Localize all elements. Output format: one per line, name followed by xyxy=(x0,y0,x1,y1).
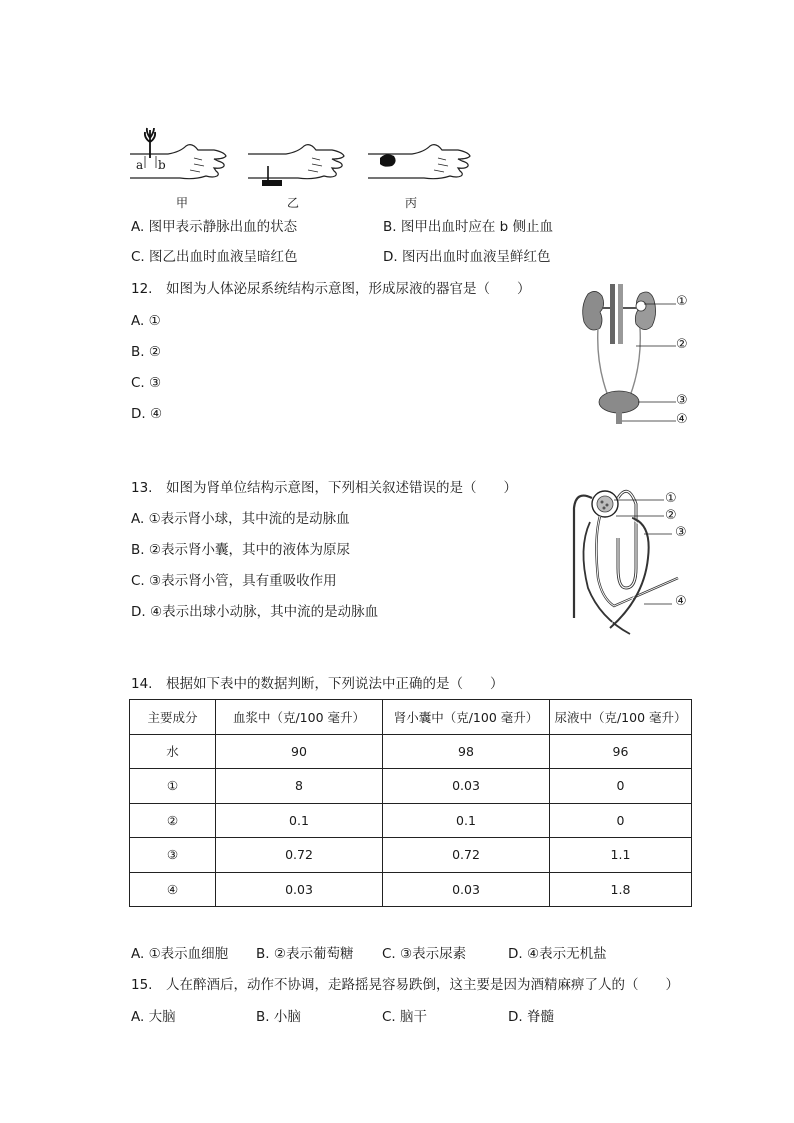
q12-fig-label-3: ③ xyxy=(676,393,688,408)
table-cell: 0.03 xyxy=(383,769,550,804)
q13-option-d[interactable]: D. ④表示出球小动脉，其中流的是动脉血 xyxy=(131,604,379,620)
q12-fig-label-2: ② xyxy=(676,337,688,352)
q14-option-c[interactable]: C. ③表示尿素 xyxy=(382,946,467,962)
table-cell: 98 xyxy=(383,734,550,769)
table-cell: ② xyxy=(130,803,216,838)
q13-fig-label-3: ③ xyxy=(675,525,687,540)
table-row xyxy=(130,838,692,873)
table-header-cell: 尿液中（克/100 毫升） xyxy=(550,700,692,735)
table-row xyxy=(130,769,692,804)
fig-label-yi: 乙 xyxy=(287,196,300,210)
hand-mark-b: b xyxy=(158,158,166,172)
q15-option-c[interactable]: C. 脑干 xyxy=(382,1009,428,1025)
table-cell: ① xyxy=(130,769,216,804)
q12-fig-label-4: ④ xyxy=(676,412,688,427)
q15-stem: 15. 人在醉酒后，动作不协调，走路摇晃容易跌倒，这主要是因为酒精麻痹了人的（ ） xyxy=(131,977,679,993)
table-header-cell: 肾小囊中（克/100 毫升） xyxy=(383,700,550,735)
table-cell: 0.72 xyxy=(216,838,383,873)
fig-label-jia: 甲 xyxy=(176,196,189,210)
q13-fig-label-2: ② xyxy=(665,508,677,523)
q11-option-d[interactable]: D. 图丙出血时血液呈鲜红色 xyxy=(383,249,551,265)
q14-option-b[interactable]: B. ②表示葡萄糖 xyxy=(256,946,354,962)
q15-option-a[interactable]: A. 大脑 xyxy=(131,1009,176,1025)
q12-fig-label-1: ① xyxy=(676,294,688,309)
q15-option-d[interactable]: D. 脊髓 xyxy=(508,1009,554,1025)
q11-option-c[interactable]: C. 图乙出血时血液呈暗红色 xyxy=(131,249,298,265)
table-row xyxy=(130,803,692,838)
table-cell: ④ xyxy=(130,872,216,907)
table-cell: 0.03 xyxy=(383,872,550,907)
q11-option-b[interactable]: B. 图甲出血时应在 b 侧止血 xyxy=(383,219,553,235)
table-row xyxy=(130,734,692,769)
q14-data-table xyxy=(129,699,692,907)
table-row xyxy=(130,872,692,907)
q14-stem: 14. 根据如下表中的数据判断，下列说法中正确的是（ ） xyxy=(131,676,504,692)
table-cell: 0.03 xyxy=(216,872,383,907)
table-cell: 0 xyxy=(550,769,692,804)
table-cell: 0.1 xyxy=(383,803,550,838)
q14-option-a[interactable]: A. ①表示血细胞 xyxy=(131,946,229,962)
table-cell: 0.72 xyxy=(383,838,550,873)
hand-mark-a: a xyxy=(136,158,144,172)
hand-figure-jia xyxy=(128,128,230,186)
table-header-cell: 血浆中（克/100 毫升） xyxy=(216,700,383,735)
fig-label-bing: 丙 xyxy=(405,196,418,210)
hand-figure-bing xyxy=(366,144,476,188)
table-cell: 0 xyxy=(550,803,692,838)
q12-option-c[interactable]: C. ③ xyxy=(131,375,162,391)
q12-option-b[interactable]: B. ② xyxy=(131,344,161,360)
q12-option-d[interactable]: D. ④ xyxy=(131,406,163,422)
table-cell: 96 xyxy=(550,734,692,769)
table-cell: 1.8 xyxy=(550,872,692,907)
table-cell: 1.1 xyxy=(550,838,692,873)
q11-option-a[interactable]: A. 图甲表示静脉出血的状态 xyxy=(131,219,298,235)
q13-stem: 13. 如图为肾单位结构示意图，下列相关叙述错误的是（ ） xyxy=(131,480,517,496)
q13-option-b[interactable]: B. ②表示肾小囊，其中的液体为原尿 xyxy=(131,542,350,558)
q12-stem: 12. 如图为人体泌尿系统结构示意图，形成尿液的器官是（ ） xyxy=(131,281,531,297)
q12-option-a[interactable]: A. ① xyxy=(131,313,161,329)
q14-option-d[interactable]: D. ④表示无机盐 xyxy=(508,946,607,962)
table-cell: 8 xyxy=(216,769,383,804)
table-cell: 90 xyxy=(216,734,383,769)
table-cell: 水 xyxy=(130,734,216,769)
q13-fig-label-4: ④ xyxy=(675,594,687,609)
table-header-cell: 主要成分 xyxy=(130,700,216,735)
q13-option-c[interactable]: C. ③表示肾小管，具有重吸收作用 xyxy=(131,573,337,589)
q13-fig-label-1: ① xyxy=(665,491,677,506)
table-cell: 0.1 xyxy=(216,803,383,838)
table-cell: ③ xyxy=(130,838,216,873)
q15-option-b[interactable]: B. 小脑 xyxy=(256,1009,301,1025)
urinary-system-figure xyxy=(578,284,690,430)
hand-figure-yi xyxy=(246,140,348,190)
q13-option-a[interactable]: A. ①表示肾小球，其中流的是动脉血 xyxy=(131,511,350,527)
table-header-row xyxy=(130,700,692,735)
